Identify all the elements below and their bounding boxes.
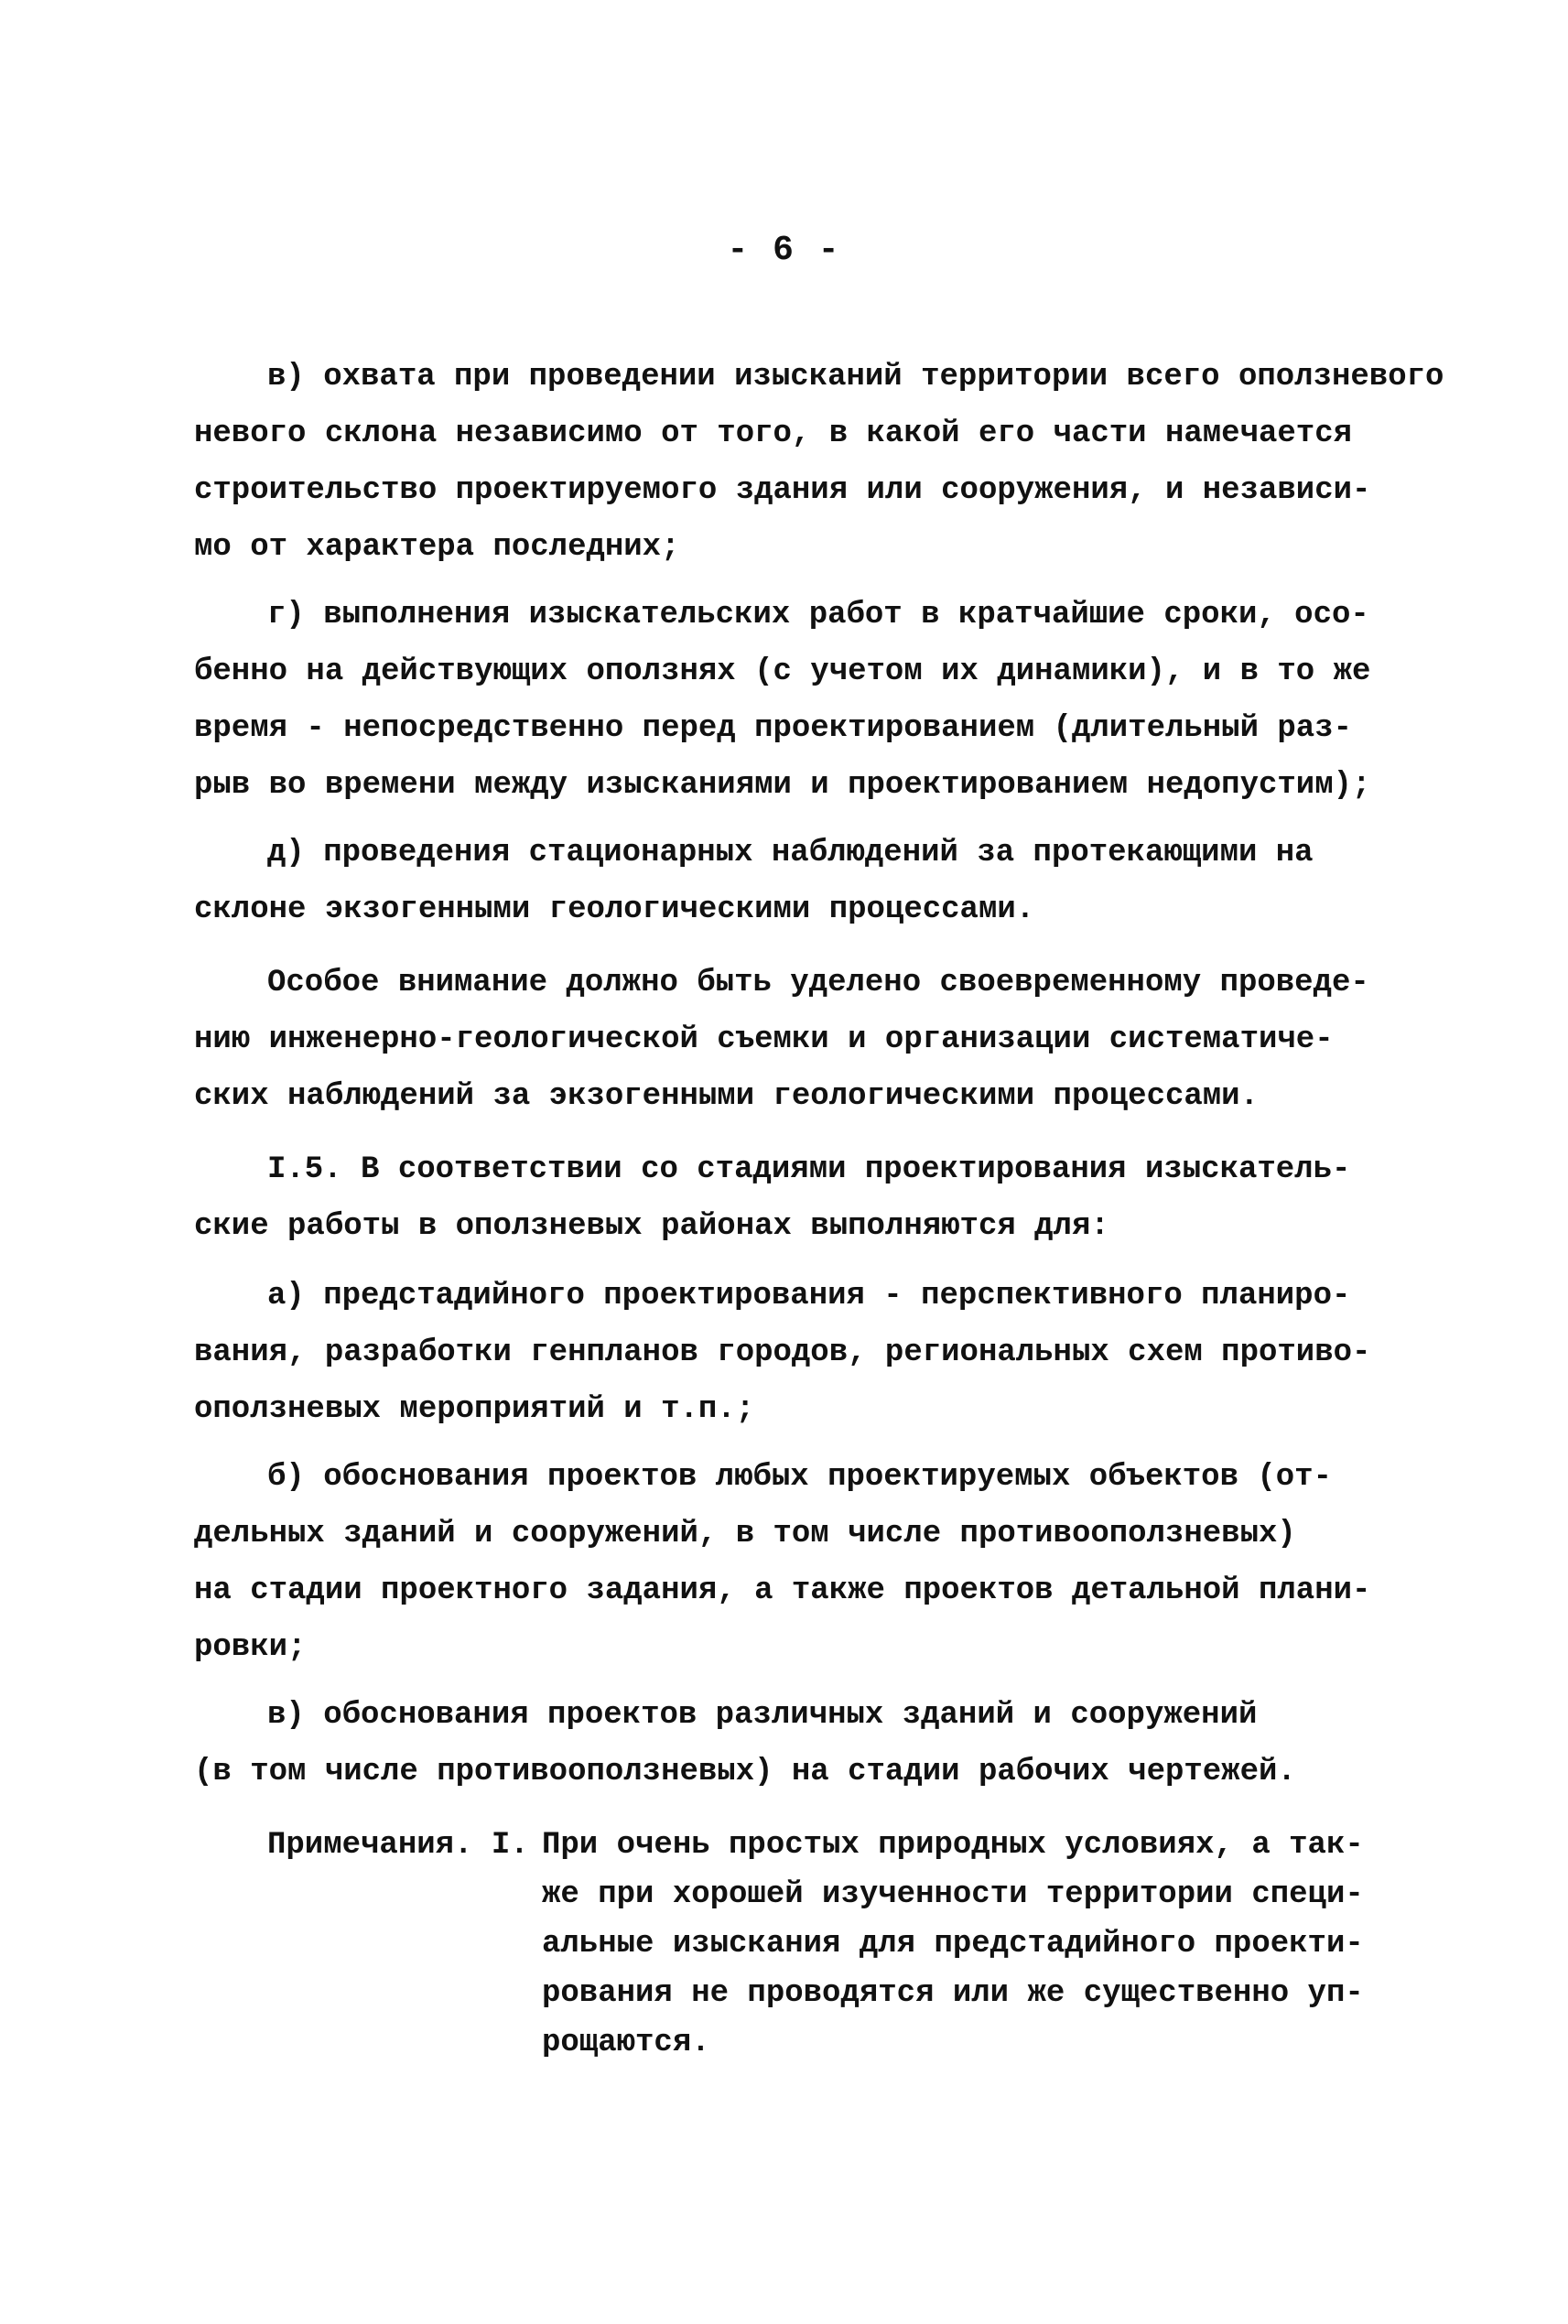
note-text-line: При очень простых природных условиях, а так- — [542, 1828, 1364, 1863]
page-number: - 6 - — [727, 231, 841, 270]
note-text-line: альные изыскания для предстадийного проекти- — [542, 1927, 1364, 1962]
note-text-line: рования не проводятся или же существенно уп- — [542, 1976, 1364, 2011]
text-line: в) охвата при проведении изысканий территории всего оползневого — [267, 360, 1444, 395]
note-text-line: же при хорошей изученности территории специ- — [542, 1877, 1364, 1912]
text-line: склоне экзогенными геологическими процессами. — [194, 892, 1035, 927]
text-line: а) предстадийного проектирования - перспективного планиро- — [267, 1279, 1351, 1313]
note-label: Примечания. I. — [267, 1828, 529, 1863]
text-line: б) обоснования проектов любых проектируемых объектов (от- — [267, 1460, 1332, 1495]
text-line: д) проведения стационарных наблюдений за протекающими на — [267, 836, 1314, 870]
text-line: нию инженерно-геологической съемки и организации систематиче- — [194, 1022, 1334, 1057]
text-line: вания, разработки генпланов городов, региональных схем противо- — [194, 1335, 1371, 1370]
text-line: рыв во времени между изысканиями и проектированием недопустим); — [194, 768, 1371, 803]
text-line: время - непосредственно перед проектированием (длительный раз- — [194, 711, 1353, 746]
text-line: (в том числе противооползневых) на стадии рабочих чертежей. — [194, 1755, 1296, 1789]
text-line: Особое внимание должно быть уделено своевременному проведе- — [267, 966, 1369, 1000]
text-line: невого склона независимо от того, в какой его части намечается — [194, 416, 1353, 451]
text-line: в) обоснования проектов различных зданий и сооружений — [267, 1698, 1258, 1733]
text-line: оползневых мероприятий и т.п.; — [194, 1392, 755, 1427]
text-line: на стадии проектного задания, а также проектов детальной плани- — [194, 1573, 1371, 1608]
text-line: дельных зданий и сооружений, в том числе противооползневых) — [194, 1517, 1296, 1551]
text-line: I.5. В соответствии со стадиями проектирования изыскатель- — [267, 1152, 1351, 1187]
text-line: ровки; — [194, 1630, 307, 1665]
text-line: ских наблюдений за экзогенными геологическими процессами. — [194, 1079, 1259, 1114]
text-line: мо от характера последних; — [194, 530, 680, 565]
text-line: г) выполнения изыскательских работ в кратчайшие сроки, осо- — [267, 598, 1369, 632]
text-line: ские работы в оползневых районах выполняются для: — [194, 1209, 1109, 1244]
text-line: строительство проектируемого здания или сооружения, и независи- — [194, 473, 1371, 508]
text-line: бенно на действующих оползнях (с учетом их динамики), и в то же — [194, 654, 1371, 689]
note-text-line: рощаются. — [542, 2026, 710, 2060]
